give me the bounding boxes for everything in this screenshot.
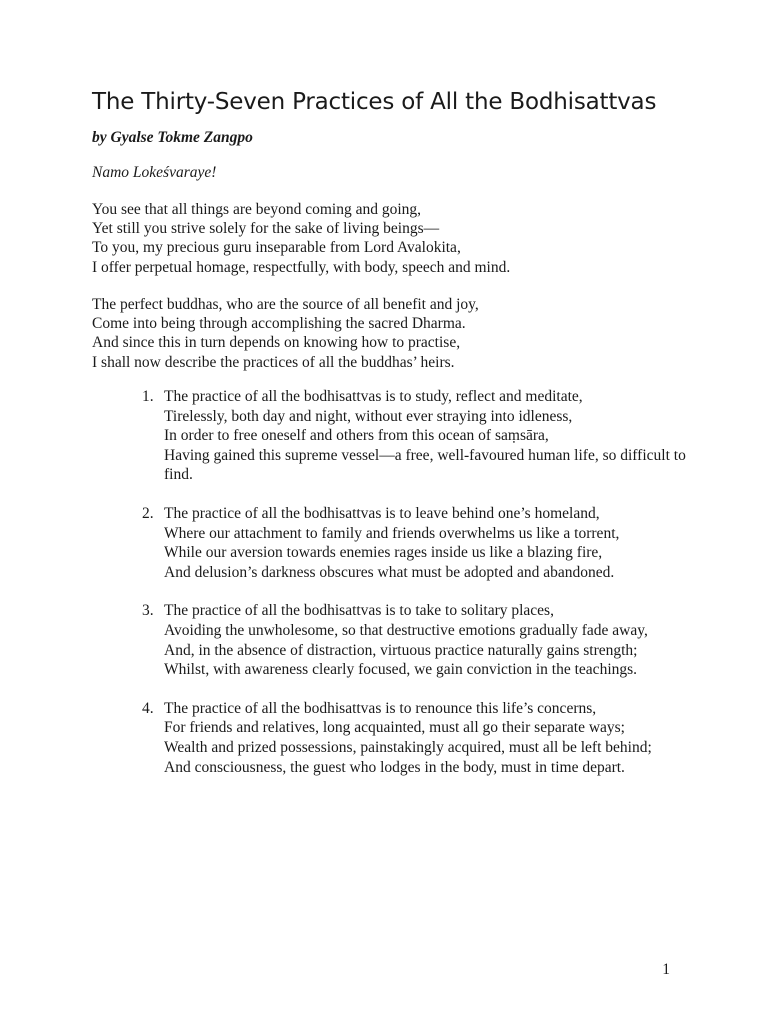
practice-line: Whilst, with awareness clearly focused, we gain conviction in the teachings. <box>164 661 638 679</box>
practice-number: 4. <box>142 699 154 717</box>
practice-line: For friends and relatives, long acquainted, must all go their separate ways; <box>164 719 625 737</box>
stanza-line: Come into being through accomplishing the sacred Dharma. <box>92 315 466 333</box>
practice-line: The practice of all the bodhisattvas is to leave behind one’s homeland, <box>164 504 600 522</box>
page-number: 1 <box>662 961 670 978</box>
list-item <box>140 387 700 485</box>
practice-number: 3. <box>142 602 154 620</box>
practice-line: And consciousness, the guest who lodges in the body, must in time depart. <box>164 758 625 776</box>
list-item <box>140 699 700 777</box>
practice-number: 2. <box>142 504 154 522</box>
practice-line: And, in the absence of distraction, virtuous practice naturally gains strength; <box>164 641 638 659</box>
homage-stanza <box>92 200 510 277</box>
stanza-line: To you, my precious guru inseparable from Lord Avalokita, <box>92 239 461 257</box>
practice-line: The practice of all the bodhisattvas is to renounce this life’s concerns, <box>164 699 597 717</box>
practice-line: Wealth and prized possessions, painstakingly acquired, must all be left behind; <box>164 738 652 756</box>
author-byline: by Gyalse Tokme Zangpo <box>92 129 253 146</box>
practice-line: The practice of all the bodhisattvas is to study, reflect and meditate, <box>164 388 583 405</box>
practice-line: The practice of all the bodhisattvas is to take to solitary places, <box>164 602 554 620</box>
practices-list <box>140 387 700 796</box>
stanza-line: And since this in turn depends on knowing how to practise, <box>92 334 461 352</box>
invocation: Namo Lokeśvaraye! <box>92 164 217 181</box>
practice-line: In order to free oneself and others from this ocean of saṃsāra, <box>164 427 549 445</box>
practice-line: And delusion’s darkness obscures what must be adopted and abandoned. <box>164 563 615 581</box>
practice-line: While our aversion towards enemies rages inside us like a blazing fire, <box>164 544 603 562</box>
stanza-line: I shall now describe the practices of all the buddhas’ heirs. <box>92 353 455 371</box>
stanza-line: Yet still you strive solely for the sake of living beings— <box>92 220 440 238</box>
intent-stanza <box>92 295 479 372</box>
practice-line: Tirelessly, both day and night, without ever straying into idleness, <box>164 407 573 425</box>
practice-number: 1. <box>142 388 154 405</box>
stanza-line: The perfect buddhas, who are the source of all benefit and joy, <box>92 296 479 313</box>
practice-line: Having gained this supreme vessel—a free, well-favoured human life, so difficult to find. <box>164 446 686 484</box>
list-item <box>140 601 700 679</box>
list-item <box>140 504 700 582</box>
practice-line: Avoiding the unwholesome, so that destructive emotions gradually fade away, <box>164 621 648 639</box>
practice-line: Where our attachment to family and friends overwhelms us like a torrent, <box>164 524 620 542</box>
stanza-line: I offer perpetual homage, respectfully, with body, speech and mind. <box>92 258 511 276</box>
page-title: The Thirty-Seven Practices of All the Bodhisattvas <box>92 89 657 115</box>
stanza-line: You see that all things are beyond coming and going, <box>92 201 422 218</box>
